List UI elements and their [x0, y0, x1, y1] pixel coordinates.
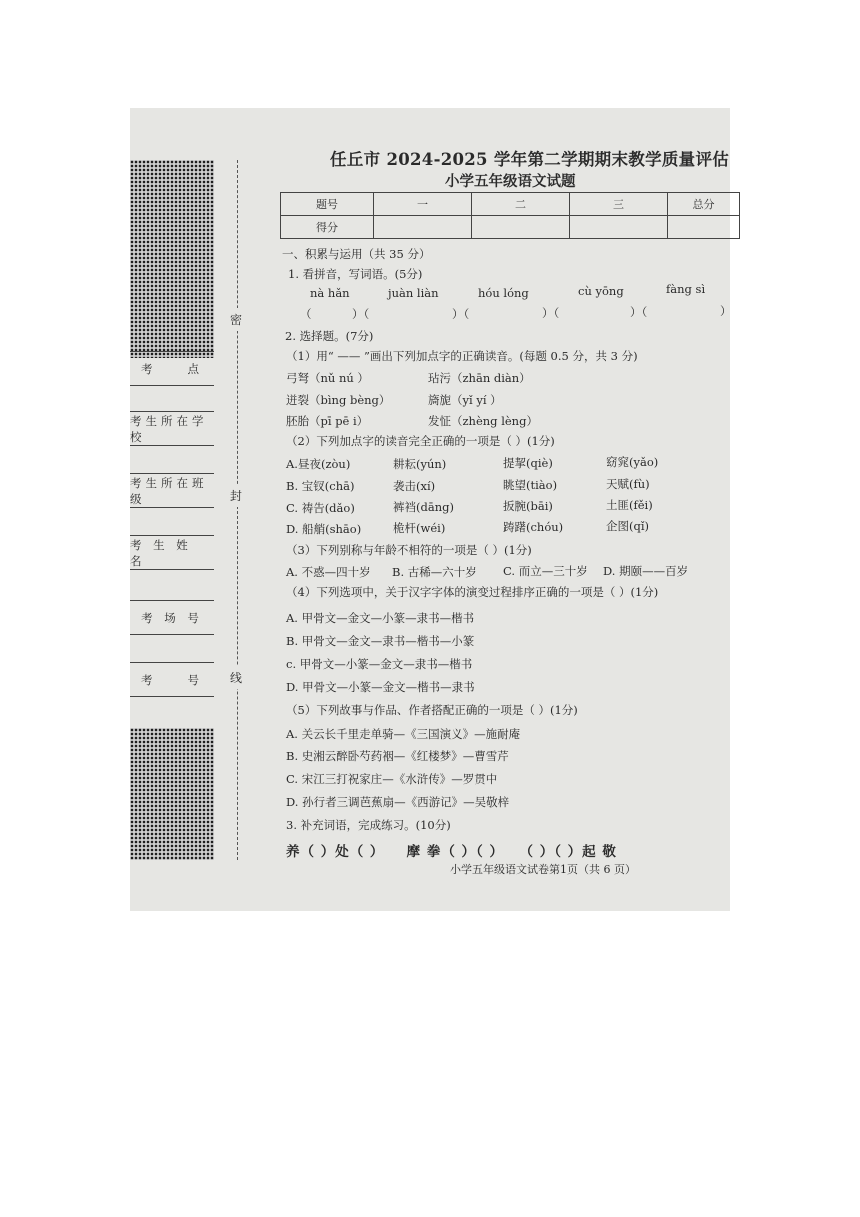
exam-subtitle: 小学五年级语文试题: [445, 173, 576, 190]
seal-line: [237, 160, 238, 860]
score-cell: 一: [374, 193, 472, 216]
score-cell: 总分: [668, 193, 740, 216]
q2-5-option: B. 史湘云醉卧芍药裀—《红楼梦》—曹雪芹: [286, 749, 509, 763]
q2-2-option: 土匪(fěi): [606, 498, 653, 512]
q1-blank[interactable]: ）: [720, 304, 732, 318]
q2-2-option: 裤裆(dāng): [393, 500, 454, 514]
q3-title: 3. 补充词语，完成练习。(10分): [286, 818, 451, 832]
q2-4-option: B. 甲骨文—金文—隶书—楷书—小篆: [286, 634, 475, 648]
q1-blank[interactable]: （: [300, 307, 312, 321]
q2-4-option: A. 甲骨文—金文—小篆—隶书—楷书: [286, 611, 475, 625]
score-cell: 得分: [281, 216, 374, 239]
q2-1-item: 旖旎（yǐ yí ）: [428, 393, 502, 407]
binding-pattern-bottom: [130, 728, 214, 860]
q2-5-option: D. 孙行者三调芭蕉扇—《西游记》—吴敬梓: [286, 795, 510, 809]
q2-5-option: C. 宋江三打祝家庄—《水浒传》—罗贯中: [286, 772, 498, 786]
q2-2-option: 企图(qǐ): [606, 519, 650, 533]
score-cell: [374, 216, 472, 239]
seal-char-feng: 封: [230, 484, 242, 507]
score-table: [280, 192, 740, 239]
q2-2-option: D. 船艄(shāo): [286, 522, 362, 536]
q2-1-item: 胚胎（pī pē i）: [286, 414, 369, 428]
score-cell: 题号: [281, 193, 374, 216]
field-exam-site: 考 点: [130, 351, 214, 386]
score-cell: [472, 216, 570, 239]
q2-1-title: （1）用“ —— ”画出下列加点字的正确读音。(每题 0.5 分，共 3 分): [286, 349, 638, 363]
q2-2-option: 窈窕(yǎo): [606, 455, 659, 469]
q2-1-item: 弓弩（nǔ nú ）: [286, 371, 369, 385]
score-cell: [668, 216, 740, 239]
q2-3-option: B. 古稀—六十岁: [392, 565, 477, 579]
q2-2-option: 扳腕(bāi): [503, 499, 553, 513]
q1-title: 1. 看拼音，写词语。(5分): [288, 267, 423, 281]
q1-blank[interactable]: ）（: [630, 305, 648, 319]
score-cell: [570, 216, 668, 239]
exam-title: 任丘市 2024-2025 学年第二学期期末教学质量评估: [330, 150, 730, 169]
q2-1-item: 迸裂（bìng bèng）: [286, 393, 391, 407]
q2-2-option: 袭击(xí): [393, 479, 436, 493]
q1-blank[interactable]: ）（: [542, 306, 560, 320]
field-name: 考 生 姓 名: [130, 535, 214, 570]
q2-4-option: c. 甲骨文—小篆—金文—隶书—楷书: [286, 657, 473, 671]
q2-2-option: B. 宝钗(chā): [286, 479, 355, 493]
q1-pinyin: fàng sì: [666, 282, 706, 296]
q2-2-option: 耕耘(yún): [393, 457, 447, 471]
q2-3-option: C. 而立—三十岁: [503, 564, 588, 578]
q2-2-option: A.昼夜(zòu): [286, 457, 351, 471]
q2-2-option: 提挈(qiè): [503, 456, 553, 470]
q2-2-option: 眺望(tiào): [503, 478, 558, 492]
binding-pattern-top: [130, 160, 214, 358]
q3-fill-line[interactable]: 养（ ）处（ ） 摩 拳（ ）（ ） （ ）（ ）起 敬: [286, 844, 617, 860]
field-school: 考生所在学校: [130, 411, 214, 446]
q1-blank[interactable]: ）（: [352, 307, 370, 321]
q2-2-option: 踌躇(chóu): [503, 520, 564, 534]
score-cell: 三: [570, 193, 668, 216]
score-table-header-row: [281, 193, 740, 216]
seal-char-mi: 密: [230, 308, 242, 331]
q2-2-title: （2）下列加点字的读音完全正确的一项是（ ）(1分): [286, 434, 555, 448]
q2-1-item: 玷污（zhān diàn）: [428, 371, 531, 385]
q1-pinyin: juàn liàn: [388, 286, 439, 300]
q2-1-item: 发怔（zhèng lèng）: [428, 414, 538, 428]
seal-char-xian: 线: [230, 666, 242, 689]
q2-4-title: （4）下列选项中，关于汉字字体的演变过程排序正确的一项是（ ）(1分): [286, 585, 659, 599]
q2-3-option: D. 期颐——百岁: [603, 564, 689, 578]
q2-2-option: C. 祷告(dǎo): [286, 501, 355, 515]
exam-page-photo: [130, 108, 730, 911]
q2-3-option: A. 不惑—四十岁: [286, 565, 371, 579]
q1-pinyin: nà hǎn: [310, 286, 350, 300]
q2-2-option: 天赋(fù): [606, 477, 650, 491]
q1-blank[interactable]: ）（: [452, 307, 470, 321]
field-seat-number: 考 号: [130, 662, 214, 697]
score-table-score-row: [281, 216, 740, 239]
q1-pinyin: cù yōng: [578, 284, 624, 298]
q2-title: 2. 选择题。(7分): [285, 329, 374, 343]
q2-5-title: （5）下列故事与作品、作者搭配正确的一项是（ ）(1分): [286, 703, 578, 717]
field-room: 考 场 号: [130, 600, 214, 635]
score-cell: 二: [472, 193, 570, 216]
q2-3-title: （3）下列别称与年龄不相符的一项是（ ）(1分): [286, 543, 532, 557]
page-footer: 小学五年级语文试卷第1页（共 6 页）: [450, 863, 636, 876]
field-class: 考生所在班级: [130, 473, 214, 508]
section1-heading: 一、积累与运用（共 35 分）: [282, 247, 431, 261]
q2-5-option: A. 关云长千里走单骑—《三国演义》—施耐庵: [286, 727, 521, 741]
q2-2-option: 桅杆(wéi): [393, 521, 446, 535]
q2-4-option: D. 甲骨文—小篆—金文—楷书—隶书: [286, 680, 475, 694]
q1-pinyin: hóu lóng: [478, 286, 529, 300]
